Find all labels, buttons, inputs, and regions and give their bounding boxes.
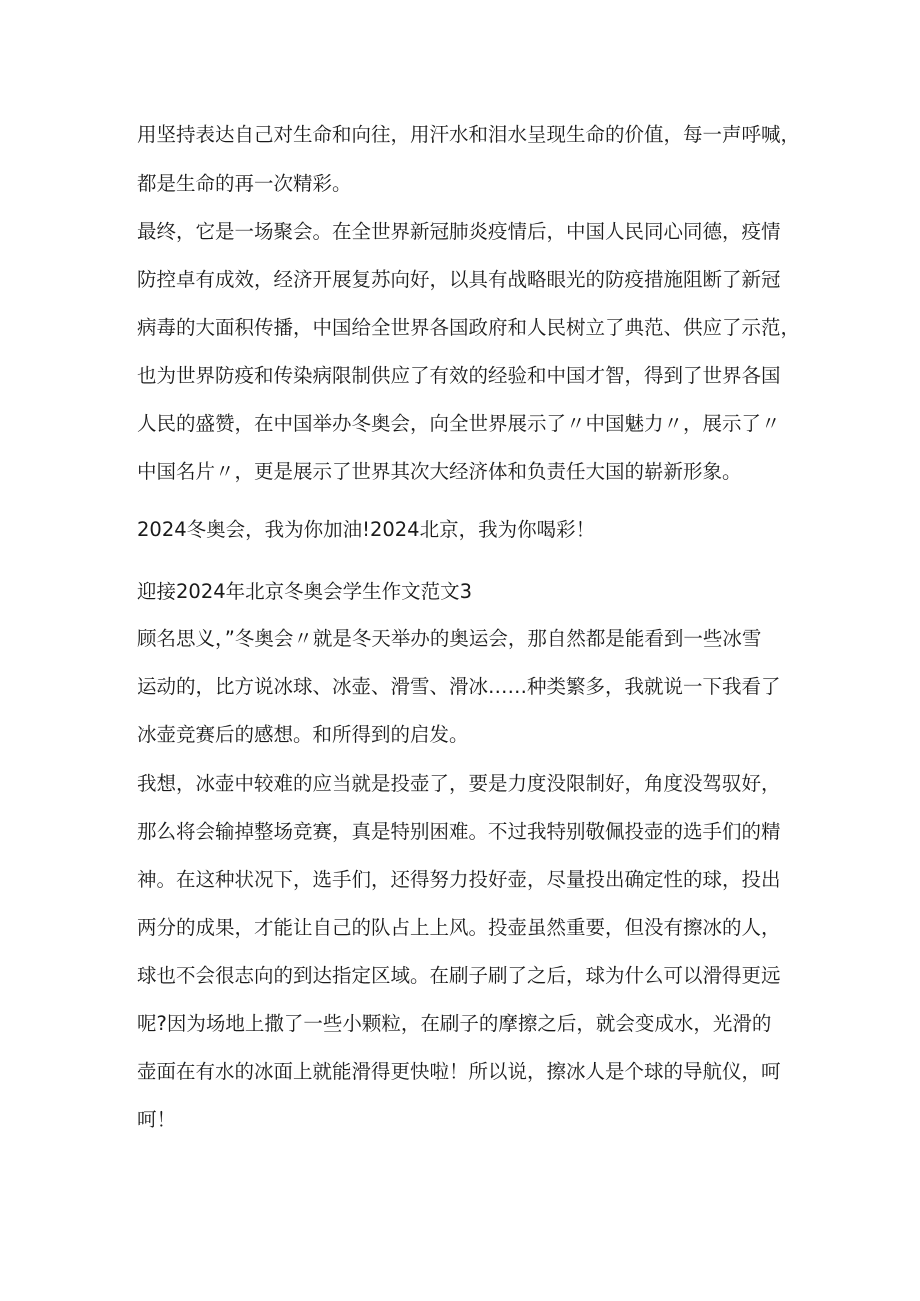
text-line: 呢?因为场地上撒了一些小颗粒，在刷子的摩擦之后，就会变成水，光滑的	[137, 1012, 772, 1035]
text-line: 那么将会输掉整场竞赛，真是特别困难。不过我特别敬佩投壶的选手们的精	[137, 820, 781, 843]
text-line: 神。在这种状况下，选手们，还得努力投好壶，尽量投出确定性的球，投出	[137, 868, 781, 891]
text-line: 也为世界防疫和传染病限制供应了有效的经验和中国才智，得到了世界各国	[137, 364, 781, 387]
text-line: 我想，冰壶中较难的应当就是投壶了，要是力度没限制好，角度没驾驭好，	[137, 772, 781, 795]
text-line: 冰壶竞赛后的感想。和所得到的启发。	[137, 723, 469, 746]
text-line: 2024冬奥会，我为你加油!2024北京，我为你喝彩！	[137, 518, 596, 541]
text-line: 人民的盛赞，在中国举办冬奥会，向全世界展示了〃中国魅力〃，展示了〃	[137, 412, 781, 435]
text-line: 病毒的大面积传播，中国给全世界各国政府和人民树立了典范、供应了示范，	[137, 316, 801, 339]
text-line: 两分的成果，才能让自己的队占上上风。投壶虽然重要，但没有擦冰的人，	[137, 916, 781, 939]
text-line: 最终，它是一场聚会。在全世界新冠肺炎疫情后，中国人民同心同德，疫情	[137, 220, 781, 243]
text-line: 防控卓有成效，经济开展复苏向好，以具有战略眼光的防疫措施阻断了新冠	[137, 268, 781, 291]
text-line: 用坚持表达自己对生命和向往，用汗水和泪水呈现生命的价值，每一声呼喊，	[137, 123, 801, 146]
text-line: 呵！	[137, 1108, 177, 1131]
text-line: 球也不会很志向的到达指定区域。在刷子刷了之后，球为什么可以滑得更远	[137, 964, 781, 987]
text-line: 运动的，比方说冰球、冰壶、滑雪、滑冰……种类繁多，我就说一下我看了	[137, 675, 781, 698]
text-line: 都是生命的再一次精彩。	[137, 172, 352, 195]
section-heading: 迎接2024年北京冬奥会学生作文范文3	[137, 580, 473, 603]
text-line: 壶面在有水的冰面上就能滑得更快啦！所以说，擦冰人是个球的导航仪，呵	[137, 1060, 781, 1083]
text-line: 中国名片〃，更是展示了世界其次大经济体和负责任大国的崭新形象。	[137, 460, 742, 483]
text-line: 顾名思义，”冬奥会〃就是冬天举办的奥运会，那自然都是能看到一些冰雪	[137, 627, 762, 650]
